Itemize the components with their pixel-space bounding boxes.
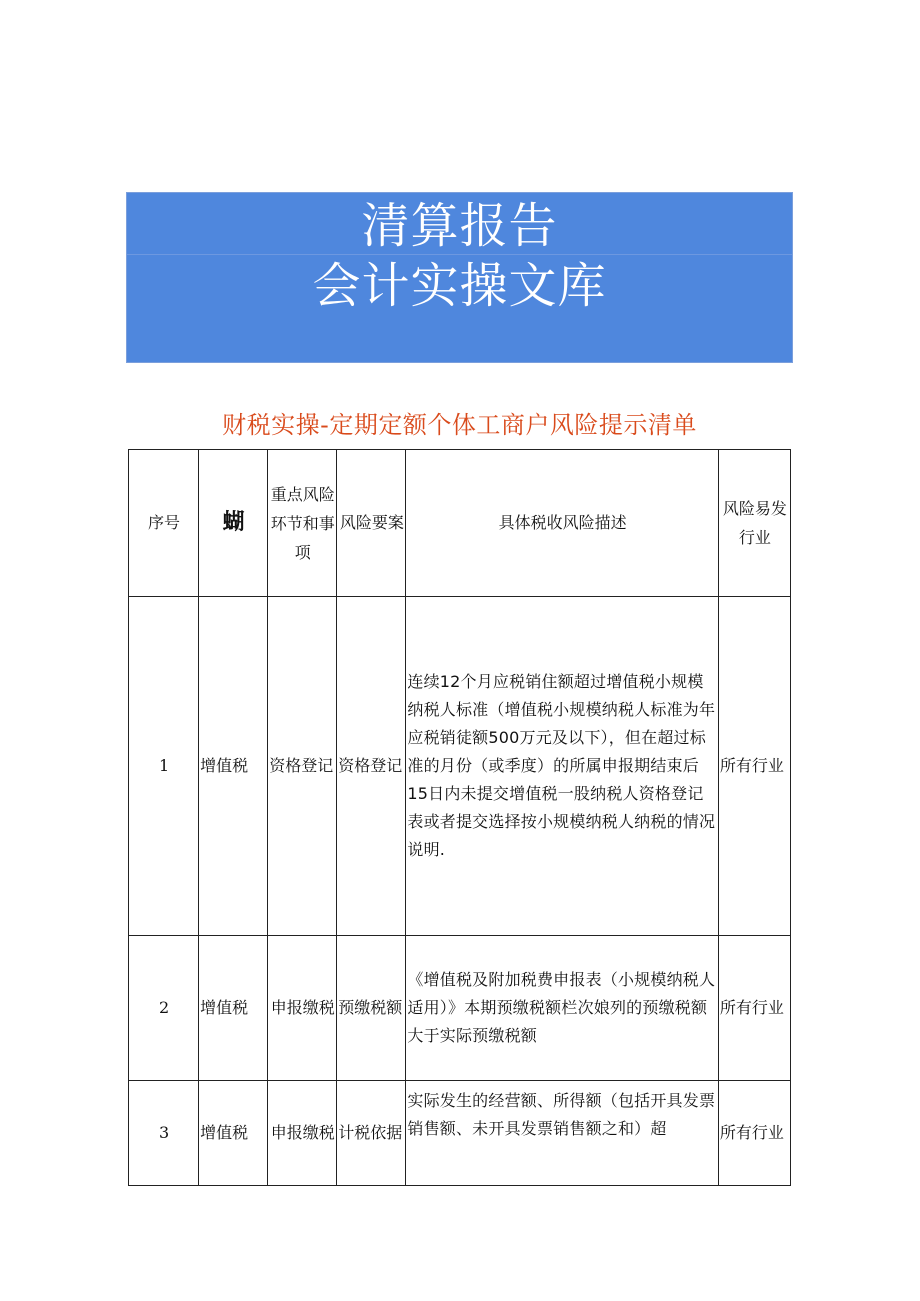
header-seq: 序号 (129, 450, 199, 597)
row-risk-element: 预缴税额 (337, 936, 406, 1081)
row-risk-node: 申报缴税 (268, 1081, 337, 1186)
document-title: 财税实操-定期定额个体工商户风险提示清单 (222, 411, 697, 439)
table-row (129, 936, 791, 1081)
title-banner (126, 192, 793, 363)
row-tax: 增值税 (199, 1081, 268, 1186)
row-seq: 2 (129, 936, 199, 1081)
row-seq: 3 (129, 1081, 199, 1186)
header-tax: 蝴 (199, 450, 268, 597)
row-industry: 所有行业 (718, 1081, 790, 1186)
table-row (129, 597, 791, 936)
row-risk-node: 申报缴税 (268, 936, 337, 1081)
row-description: 连续12个月应税销住额超过增值税小规模纳税人标准（增值税小规模纳税人标准为年应税销徒额500万元及以下），但在超过标准的月份（或季度）的所属申报期结束后15日内未提交增值税一股纳税人资格登记表或者提交选择按小规模纳税人纳税的情况说明. (406, 597, 718, 936)
row-seq: 1 (129, 597, 199, 936)
banner-title-line-1: 清算报告 (361, 198, 558, 254)
header-industry: 风险易发行业 (718, 450, 790, 597)
row-industry: 所有行业 (718, 597, 790, 936)
table-row (129, 1081, 791, 1186)
row-risk-element: 计税依据 (337, 1081, 406, 1186)
banner-title-line-2: 会计实操文库 (312, 258, 607, 314)
table-header-row (129, 450, 791, 597)
row-tax: 增值税 (199, 936, 268, 1081)
header-risk-element: 风险要案 (337, 450, 406, 597)
risk-table (128, 449, 791, 1186)
row-industry: 所有行业 (718, 936, 790, 1081)
row-description: 实际发生的经营额、所得额（包括开具发票销售额、未开具发票销售额之和）超 (406, 1081, 718, 1186)
row-risk-element: 资格登记 (337, 597, 406, 936)
row-risk-node: 资格登记 (268, 597, 337, 936)
header-risk-node: 重点风险环节和事项 (268, 450, 337, 597)
row-description: 《增值税及附加税费申报表（小规模纳税人适用）》本期预缴税额栏次娘列的预缴税额大于实际预缴税额 (406, 936, 718, 1081)
header-description: 具体税收风险描述 (406, 450, 718, 597)
row-tax: 增值税 (199, 597, 268, 936)
